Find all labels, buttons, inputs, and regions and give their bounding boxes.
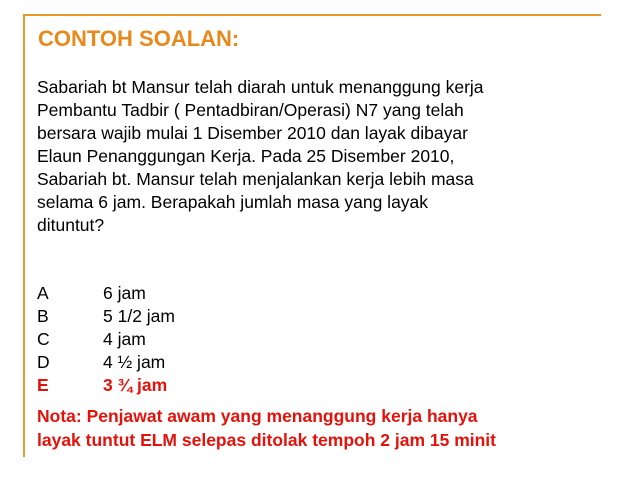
question-line: bersara wajib mulai 1 Disember 2010 dan layak dibayar [37, 123, 468, 143]
option-text: 6 jam [103, 283, 146, 303]
question-line: Elaun Penanggungan Kerja. Pada 25 Disember 2010, [37, 146, 455, 166]
left-border-line [23, 14, 25, 457]
option-letter: E [37, 375, 49, 395]
option-b [37, 305, 175, 328]
option-letter: C [37, 329, 50, 349]
option-letter: D [37, 352, 50, 372]
question-line: Sabariah bt Mansur telah diarah untuk menanggung kerja [37, 77, 484, 97]
question-text [37, 76, 607, 237]
question-line: Pembantu Tadbir ( Pentadbiran/Operasi) N7 yang telah [37, 100, 464, 120]
note-line: Nota: Penjawat awam yang menanggung kerja hanya [37, 406, 478, 426]
question-line: selama 6 jam. Berapakah jumlah masa yang layak [37, 192, 429, 212]
option-a [37, 282, 175, 305]
option-e-correct-answer [37, 374, 175, 397]
answer-options [37, 282, 175, 397]
question-line: Sabariah bt. Mansur telah menjalankan kerja lebih masa [37, 169, 474, 189]
slide-title: CONTOH SOALAN: [38, 26, 240, 51]
answer-note [37, 404, 496, 452]
question-line: dituntut? [37, 215, 105, 235]
option-letter: A [37, 283, 49, 303]
note-line: layak tuntut ELM selepas ditolak tempoh 2 jam 15 minit [37, 430, 496, 450]
option-text: 4 jam [103, 329, 146, 349]
option-letter: B [37, 306, 49, 326]
option-c [37, 328, 175, 351]
option-text: 4 ½ jam [103, 352, 166, 372]
option-d [37, 351, 175, 374]
option-text: 3 ¾ jam [103, 375, 168, 395]
top-border-line [23, 14, 601, 16]
option-text: 5 1/2 jam [103, 306, 175, 326]
